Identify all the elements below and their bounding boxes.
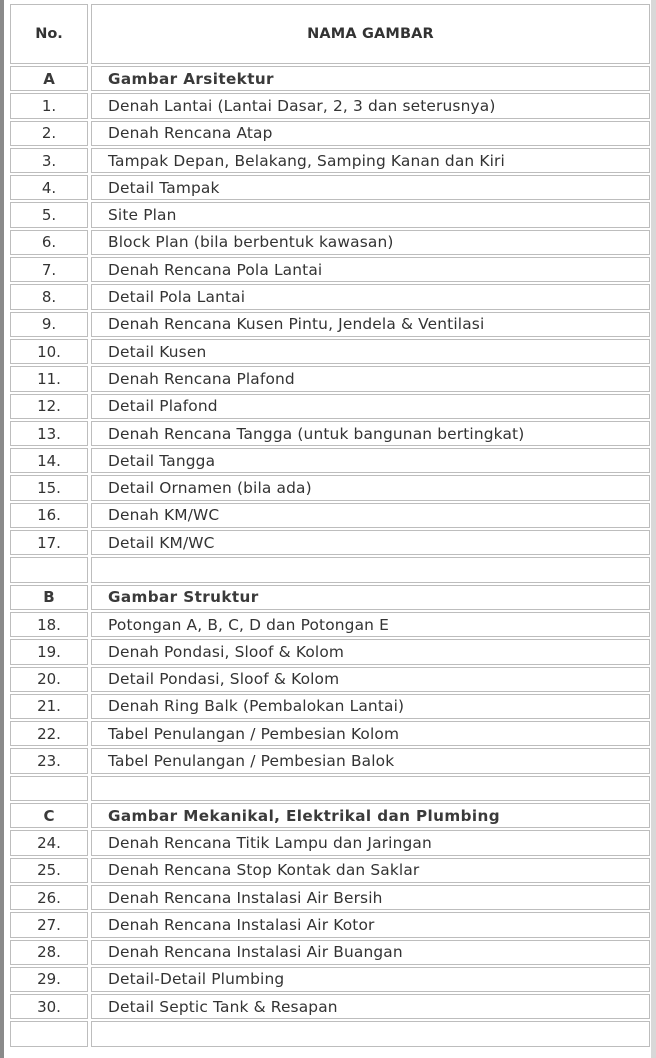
row-number: 14.: [10, 448, 88, 473]
table-header: [10, 4, 650, 64]
table-row: [10, 885, 650, 910]
drawing-list-table: [10, 4, 650, 1049]
section-title: Gambar Mekanikal, Elektrikal dan Plumbing: [91, 803, 650, 828]
drawing-name: Denah Ring Balk (Pembalokan Lantai): [91, 694, 650, 719]
row-number: 4.: [10, 175, 88, 200]
table-row: [10, 694, 650, 719]
row-number: 9.: [10, 312, 88, 337]
row-number: 24.: [10, 830, 88, 855]
drawing-name: Detail-Detail Plumbing: [91, 967, 650, 992]
table-row: [10, 503, 650, 528]
row-number: 22.: [10, 721, 88, 746]
table-row: [10, 721, 650, 746]
row-number: 7.: [10, 257, 88, 282]
header-name: NAMA GAMBAR: [91, 4, 650, 64]
drawing-name: Denah Rencana Titik Lampu dan Jaringan: [91, 830, 650, 855]
blank-row: [10, 776, 650, 801]
drawing-name: Tabel Penulangan / Pembesian Balok: [91, 748, 650, 773]
table-row: [10, 284, 650, 309]
row-number: [10, 557, 88, 582]
table-row: [10, 667, 650, 692]
row-number: 25.: [10, 858, 88, 883]
drawing-name: Detail Pola Lantai: [91, 284, 650, 309]
drawing-name: Denah Rencana Stop Kontak dan Saklar: [91, 858, 650, 883]
row-number: C: [10, 803, 88, 828]
row-number: 1.: [10, 93, 88, 118]
section-title: Gambar Struktur: [91, 585, 650, 610]
left-border: [0, 0, 4, 1058]
table-row: [10, 257, 650, 282]
row-number: 12.: [10, 394, 88, 419]
drawing-name: Detail Kusen: [91, 339, 650, 364]
table-row: [10, 830, 650, 855]
row-number: 3.: [10, 148, 88, 173]
row-number: 18.: [10, 612, 88, 637]
table-row: [10, 339, 650, 364]
row-number: [10, 776, 88, 801]
row-number: B: [10, 585, 88, 610]
row-number: 8.: [10, 284, 88, 309]
table-row: [10, 175, 650, 200]
drawing-name: [91, 557, 650, 582]
drawing-name: Denah Rencana Instalasi Air Bersih: [91, 885, 650, 910]
drawing-name: Denah Rencana Plafond: [91, 366, 650, 391]
row-number: [10, 1021, 88, 1046]
drawing-name: Detail Plafond: [91, 394, 650, 419]
drawing-name: Detail Tampak: [91, 175, 650, 200]
row-number: 16.: [10, 503, 88, 528]
row-number: 21.: [10, 694, 88, 719]
row-number: A: [10, 66, 88, 91]
row-number: 15.: [10, 475, 88, 500]
table-row: [10, 639, 650, 664]
drawing-name: Site Plan: [91, 202, 650, 227]
table-row: [10, 858, 650, 883]
row-number: 11.: [10, 366, 88, 391]
table-row: [10, 121, 650, 146]
table-row: [10, 612, 650, 637]
blank-row: [10, 1021, 650, 1046]
drawing-name: Denah Rencana Atap: [91, 121, 650, 146]
table-row: [10, 475, 650, 500]
row-number: 6.: [10, 230, 88, 255]
row-number: 19.: [10, 639, 88, 664]
table-row: [10, 394, 650, 419]
drawing-name: Denah Rencana Instalasi Air Kotor: [91, 912, 650, 937]
drawing-name: Denah Rencana Kusen Pintu, Jendela & Ventilasi: [91, 312, 650, 337]
drawing-name: Block Plan (bila berbentuk kawasan): [91, 230, 650, 255]
drawing-name: Denah Lantai (Lantai Dasar, 2, 3 dan seterusnya): [91, 93, 650, 118]
drawing-name: Detail Pondasi, Sloof & Kolom: [91, 667, 650, 692]
table-row: [10, 421, 650, 446]
table-row: [10, 202, 650, 227]
row-number: 20.: [10, 667, 88, 692]
table-row: [10, 530, 650, 555]
row-number: 13.: [10, 421, 88, 446]
drawing-name: Denah Rencana Pola Lantai: [91, 257, 650, 282]
row-number: 26.: [10, 885, 88, 910]
drawing-name: Denah Rencana Instalasi Air Buangan: [91, 940, 650, 965]
table-row: [10, 230, 650, 255]
row-number: 30.: [10, 994, 88, 1019]
table-row: [10, 312, 650, 337]
table-row: [10, 967, 650, 992]
row-number: 29.: [10, 967, 88, 992]
section-row: [10, 585, 650, 610]
table-row: [10, 748, 650, 773]
table-body: [10, 66, 650, 1047]
row-number: 27.: [10, 912, 88, 937]
drawing-name: Detail Ornamen (bila ada): [91, 475, 650, 500]
header-no: No.: [10, 4, 88, 64]
drawing-name: Tabel Penulangan / Pembesian Kolom: [91, 721, 650, 746]
table-row: [10, 448, 650, 473]
drawing-name: Detail Septic Tank & Resapan: [91, 994, 650, 1019]
table-row: [10, 994, 650, 1019]
drawing-name: Tampak Depan, Belakang, Samping Kanan dan Kiri: [91, 148, 650, 173]
right-border: [651, 0, 656, 1058]
section-row: [10, 803, 650, 828]
table-row: [10, 940, 650, 965]
table-row: [10, 148, 650, 173]
table-row: [10, 912, 650, 937]
drawing-name: Detail KM/WC: [91, 530, 650, 555]
row-number: 17.: [10, 530, 88, 555]
drawing-name: Denah Pondasi, Sloof & Kolom: [91, 639, 650, 664]
row-number: 23.: [10, 748, 88, 773]
row-number: 2.: [10, 121, 88, 146]
drawing-name: Denah KM/WC: [91, 503, 650, 528]
table-row: [10, 93, 650, 118]
table-row: [10, 366, 650, 391]
row-number: 10.: [10, 339, 88, 364]
drawing-name: [91, 776, 650, 801]
section-row: [10, 66, 650, 91]
drawing-name: [91, 1021, 650, 1046]
section-title: Gambar Arsitektur: [91, 66, 650, 91]
row-number: 28.: [10, 940, 88, 965]
drawing-name: Denah Rencana Tangga (untuk bangunan bertingkat): [91, 421, 650, 446]
drawing-name: Detail Tangga: [91, 448, 650, 473]
drawing-name: Potongan A, B, C, D dan Potongan E: [91, 612, 650, 637]
row-number: 5.: [10, 202, 88, 227]
blank-row: [10, 557, 650, 582]
